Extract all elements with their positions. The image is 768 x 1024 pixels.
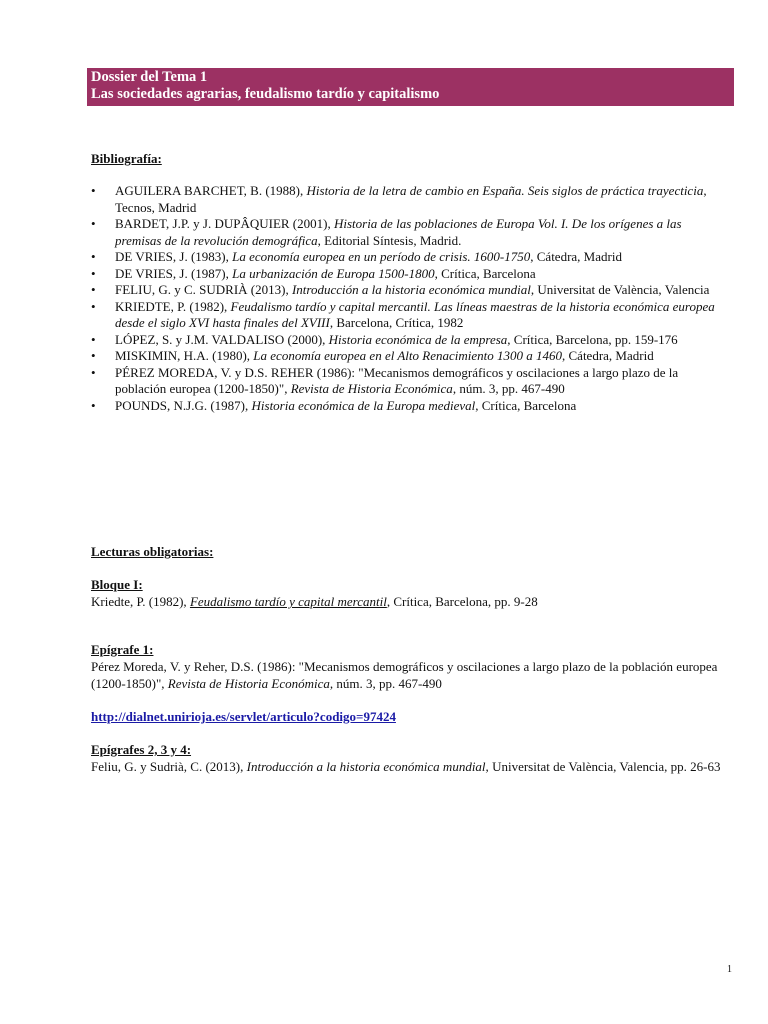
citation-author: KRIEDTE, P. (1982), — [115, 298, 231, 314]
citation-publisher: , Cátedra, Madrid — [562, 348, 654, 363]
reading-publisher: , Crítica, Barcelona, pp. 9-28 — [386, 594, 538, 609]
bullet-icon: • — [91, 331, 96, 347]
citation-author: AGUILERA BARCHET, B. (1988), — [115, 183, 307, 198]
bibliography-item — [91, 398, 731, 415]
bullet-icon: • — [91, 298, 96, 314]
citation-publisher: , Cátedra, Madrid — [530, 249, 622, 264]
epigrafes234-reading — [91, 758, 731, 775]
reading-title: Introducción a la historia económica mundial, — [246, 759, 489, 774]
bullet-icon: • — [91, 397, 96, 413]
epigrafe1-reading — [91, 658, 731, 692]
reading-author: Pérez Moreda, V. y Reher, D.S. (1986): "Mecanismos demográficos y oscilaciones a largo plazo de la población europea (1200-1850)", — [91, 659, 718, 691]
citation-author: DE VRIES, J. (1987), — [115, 265, 233, 281]
bibliography-item — [91, 282, 731, 299]
reading-author: Kriedte, P. (1982), — [91, 594, 190, 609]
citation-title: La economía europea en el Alto Renacimiento 1300 a 1460 — [253, 348, 562, 363]
citation-author: PÉREZ MOREDA, V. y D.S. REHER (1986): "Mecanismos demográficos y oscilaciones a largo plazo de la población europea (1200-1850)", — [115, 364, 679, 396]
bullet-icon: • — [91, 216, 96, 231]
citation-author: POUNDS, N.J.G. (1987), — [115, 397, 252, 413]
epigrafe1-heading: Epígrafe 1: — [91, 642, 154, 657]
citation-author: MISKIMIN, H.A. (1980), — [115, 348, 254, 363]
citation-publisher: , Universitat de València, Valencia — [530, 282, 710, 297]
citation-title: La economía europea en un período de crisis. 1600-1750 — [232, 249, 531, 264]
citation-author: FELIU, G. y C. SUDRIÀ (2013), — [115, 282, 292, 297]
bibliography-item — [91, 216, 731, 249]
dialnet-link[interactable]: http://dialnet.unirioja.es/servlet/articulo?codigo=97424 — [91, 709, 396, 724]
reading-title: Feudalismo tardío y capital mercantil — [189, 594, 387, 609]
epigrafes234-heading: Epígrafes 2, 3 y 4: — [91, 742, 192, 757]
bullet-icon: • — [91, 364, 96, 380]
bibliography-item — [91, 332, 731, 349]
bibliography-item — [91, 365, 731, 398]
bibliography-list — [91, 183, 731, 414]
citation-publisher: , núm. 3, pp. 467-490 — [452, 381, 565, 396]
bibliography-item — [91, 348, 731, 365]
reading-author: Feliu, G. y Sudrià, C. (2013), — [91, 759, 247, 774]
bibliography-heading: Bibliografía: — [91, 151, 162, 166]
bibliography-item — [91, 266, 731, 283]
dossier-title: Dossier del Tema 1 — [91, 69, 208, 85]
citation-title: Revista de Historia Económica — [290, 381, 453, 396]
citation-title: Historia económica de la Europa medieval — [251, 397, 476, 413]
citation-author: LÓPEZ, S. y J.M. VALDALISO (2000), — [115, 331, 329, 347]
bibliography-item — [91, 299, 731, 332]
citation-title: Historia económica de la empresa — [328, 331, 508, 347]
citation-author: BARDET, J.P. y J. DUPÂQUIER (2001), — [115, 216, 334, 231]
citation-author: DE VRIES, J. (1983), — [115, 249, 233, 264]
page-number: 1 — [727, 964, 732, 975]
citation-publisher: , Barcelona, Crítica, 1982 — [329, 315, 464, 330]
topic-title: Las sociedades agrarias, feudalismo tardío y capitalismo — [91, 86, 440, 102]
citation-publisher: , Crítica, Barcelona, pp. 159-176 — [507, 331, 678, 347]
bullet-icon: • — [91, 249, 96, 264]
citation-title: La urbanización de Europa 1500-1800 — [232, 265, 435, 281]
document-header — [87, 68, 734, 106]
bullet-icon: • — [91, 348, 96, 363]
bullet-icon: • — [91, 265, 96, 281]
citation-title: Feudalismo tardío y capital mercantil. Las líneas maestras de la historia económica europea desde el siglo XVI hasta finales del XVIII — [115, 298, 715, 330]
reading-publisher: núm. 3, pp. 467-490 — [333, 676, 442, 691]
readings-heading: Lecturas obligatorias: — [91, 544, 214, 559]
bullet-icon: • — [91, 282, 96, 297]
citation-publisher: , Tecnos, Madrid — [115, 183, 707, 215]
bibliography-item — [91, 249, 731, 266]
citation-publisher: , Editorial Síntesis, Madrid. — [317, 232, 462, 248]
bloque-heading: Bloque I: — [91, 577, 143, 592]
bloque-reading — [91, 593, 731, 610]
reading-publisher: Universitat de València, Valencia, pp. 26-63 — [488, 759, 721, 774]
citation-title: Introducción a la historia económica mundial — [291, 282, 531, 297]
citation-publisher: , Crítica, Barcelona — [434, 265, 536, 281]
citation-publisher: , Crítica, Barcelona — [475, 397, 577, 413]
bullet-icon: • — [91, 183, 96, 198]
citation-title: Historia de las poblaciones de Europa Vol. I. De los orígenes a las premisas de la revolución demográfica — [115, 216, 682, 248]
bibliography-item — [91, 183, 731, 216]
reading-title: Revista de Historia Económica, — [167, 676, 334, 691]
citation-title: Historia de la letra de cambio en España. Seis siglos de práctica trayecticia — [306, 183, 704, 198]
